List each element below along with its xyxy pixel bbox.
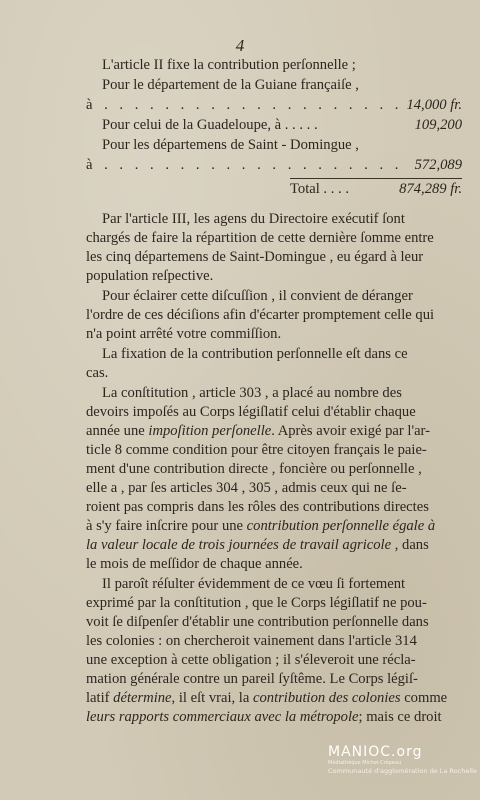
amount-row <box>86 96 462 115</box>
italic-phrase: impoſition perſonelle <box>148 423 272 439</box>
text-segment: comme <box>404 690 448 706</box>
italic-phrase: contribution perſonnelle égale à <box>246 518 436 534</box>
text-segment: , dans <box>394 537 429 553</box>
text-line: ticle 8 comme condition pour être citoyen français le paie- <box>86 442 427 458</box>
text-line: les cinq départemens de Saint-Domingue , eu égard à leur <box>86 249 424 265</box>
brand-logo-text: MANIOC.org <box>328 744 423 760</box>
text-segment: à s'y faire inſcrire pour une <box>86 518 244 534</box>
text-line <box>86 422 462 441</box>
text-line: voit ſe diſpenſer d'établir une contribution perſonnelle dans <box>86 614 429 630</box>
text-line: exprimé par la conſtitution , que le Corps légiſlatif ne pou- <box>86 595 427 611</box>
amount-total: 874,289 fr. <box>399 181 462 197</box>
text-line: le mois de meſſidor de chaque année. <box>86 556 303 572</box>
text-line: chargés de faire la répartition de cette dernière ſomme entre <box>86 230 434 246</box>
text-line <box>86 708 462 727</box>
text-line: n'a point arrêté votre commiſſion. <box>86 326 282 342</box>
italic-phrase: contribution des colonies <box>253 690 401 706</box>
text-line: Par l'article III, les agens du Directoire exécutif ſont <box>102 211 405 227</box>
text-line: roient pas compris dans les rôles des contributions directes <box>86 499 429 515</box>
text-segment: latif <box>86 690 110 706</box>
text-segment: année une <box>86 423 145 439</box>
total-row <box>290 180 462 199</box>
text-line <box>86 689 462 708</box>
text-line: population reſpective. <box>86 268 214 284</box>
text-line: l'ordre de ces déciſions afin d'écarter promptement celle qui <box>86 307 435 323</box>
text-line <box>86 517 462 536</box>
brand-subtitle: Communauté d'agglomération de La Rochelle <box>328 767 477 775</box>
text-line: L'article II fixe la contribution perſonnelle ; <box>102 57 356 73</box>
page-number: 4 <box>235 36 245 55</box>
text-line: ment d'une contribution directe , foncière ou perſonnelle , <box>86 461 422 477</box>
text-line: les colonies : on chercheroit vainement dans l'article 314 <box>86 633 417 649</box>
text-line: devoirs impoſés au Corps légiſlatif celui d'établir chaque <box>86 404 416 420</box>
amount-row <box>102 116 462 135</box>
text-line: Pour les départemens de Saint - Domingue , <box>102 137 359 153</box>
text-segment: ; mais ce droit <box>358 709 442 725</box>
amount-saint-domingue: 572,089 <box>414 157 462 173</box>
amount-guiane: 14,000 fr. <box>406 97 462 113</box>
watermark <box>328 744 478 776</box>
total-label: Total . . . . <box>290 181 349 197</box>
text-segment: , il eſt vrai, la <box>171 690 250 706</box>
text-line: Pour éclairer cette diſcuſſion , il convient de déranger <box>102 288 413 304</box>
text-line: cas. <box>86 365 109 381</box>
text-line: une exception à cette obligation ; il s'éleveroit une récla- <box>86 652 416 668</box>
text-segment: . Après avoir exigé par l'ar- <box>271 423 430 439</box>
text-line: Il paroît réſulter évidemment de ce vœu ſi fortement <box>102 576 406 592</box>
total-rule <box>290 178 462 179</box>
text-line: La fixation de la contribution perſonnelle eſt dans ce <box>102 346 408 362</box>
text-line <box>86 536 462 555</box>
italic-phrase: détermine <box>113 690 172 706</box>
text-line: La conſtitution , article 303 , a placé au nombre des <box>102 385 402 401</box>
text-line: à . . . . . . . . . . . . . . . . . . . . <box>86 97 403 113</box>
italic-phrase: leurs rapports commerciaux avec la métropole <box>86 709 359 725</box>
text-line: elle a , par ſes articles 304 , 305 , admis ceux qui ne ſe- <box>86 480 407 496</box>
text-line: Pour celui de la Guadeloupe, à . . . . . <box>102 117 318 133</box>
text-line: Pour le département de la Guiane françaiſe , <box>102 77 359 93</box>
amount-row <box>86 156 462 175</box>
brand-subtitle: Médiathèque Michel-Crépeau <box>328 760 402 766</box>
text-line: à . . . . . . . . . . . . . . . . . . . . <box>86 157 403 173</box>
amount-guadeloupe: 109,200 <box>414 117 462 133</box>
text-line: mation générale contre un pareil ſyſtême. Le Corps légiſ- <box>86 671 418 687</box>
italic-phrase: la valeur locale de trois journées de travail agricole <box>86 537 392 553</box>
